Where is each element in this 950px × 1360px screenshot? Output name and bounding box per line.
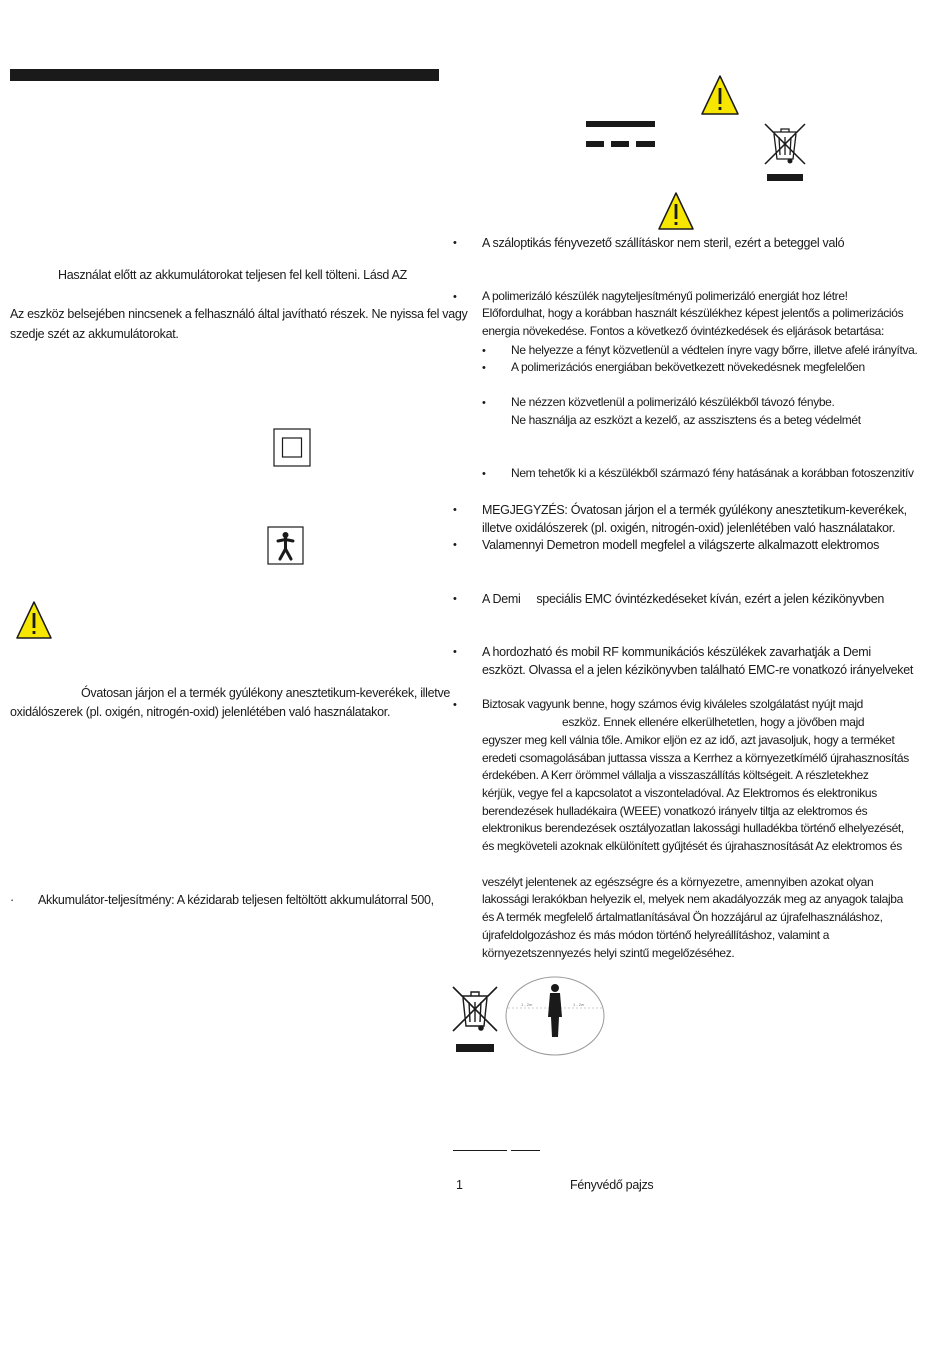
bullet-marker: • (453, 593, 457, 605)
disposal-line-7: berendezések hulladékaira (WEEE) vonatkozó irányelv tiltja az elektromos és (482, 804, 868, 818)
type-b-applied-part-icon (267, 526, 304, 565)
disposal-2-line-5: környezetszennyezés helyi szintű megelőzéséhez. (482, 946, 735, 960)
bullet-marker: • (453, 699, 457, 711)
direct-current-icon (586, 119, 656, 151)
battery-performance: Akkumulátor-teljesítmény: A kézidarab teljesen feltöltött akkumulátorral 500, (38, 893, 434, 907)
section-header-bar (10, 69, 439, 81)
disposal-line-3: egyszer meg kell válnia tőle. Amikor eljön ez az idő, azt javasoljuk, hogy a terméket (482, 733, 895, 747)
sub-energy: A polimerizációs energiában bekövetkezett növekedésnek megfelelően (511, 360, 865, 374)
footnote-rule (511, 1150, 540, 1151)
disposal-line-9: és megköveteli azoknak elkülönített gyűjtését és újrahasznosítását Az elektromos és (482, 839, 902, 853)
bullet-marker: • (453, 504, 457, 516)
anesthetic-warning-line-2: oxidálószerek (pl. oxigén, nitrogén-oxid) jelenlétében való használatakor. (10, 705, 391, 719)
sub-bullet-marker: • (482, 362, 486, 374)
polymerization-line-1: A polimerizáló készülék nagyteljesítményű polimerizáló energiát hoz létre! (482, 289, 848, 303)
charge-note: Használat előtt az akkumulátorokat teljesen fel kell tölteni. Lásd AZ (58, 268, 407, 282)
note-line-2: illetve oxidálószerek (pl. oxigén, nitrogén-oxid) jelenlétében való használatakor. (482, 521, 896, 535)
sub-no-look-line-2: Ne használja az eszközt a kezelő, az asszisztens és a beteg védelmét (511, 413, 861, 427)
battery-bullet: · (10, 893, 14, 907)
distance-safety-diagram (504, 975, 606, 1057)
sub-bullet-marker: • (482, 468, 486, 480)
disposal-line-2: eszköz. Ennek ellenére elkerülhetetlen, hogy a jövőben majd (562, 715, 865, 729)
weee-crossed-bin-icon (451, 985, 499, 1055)
note-line-1: MEGJEGYZÉS: Óvatosan járjon el a termék gyúlékony anesztetikum-keverékek, (482, 503, 907, 517)
class-ii-insulation-icon (273, 428, 311, 467)
warning-icon (657, 191, 695, 231)
footnote-rule (453, 1150, 507, 1151)
sub-bullet-marker: • (482, 345, 486, 357)
weee-crossed-bin-icon (763, 122, 807, 184)
polymerization-line-2: Előfordulhat, hogy a korábban használt készülékhez képest jelentős a polimerizációs (482, 306, 904, 320)
footnote-text: Fényvédő pajzs (570, 1178, 654, 1192)
footnote-number: 1 (456, 1178, 463, 1192)
sub-no-expose: Ne helyezze a fényt közvetlenül a védtelen ínyre vagy bőrre, illetve afelé irányítva. (511, 343, 918, 357)
sub-photosensitive: Nem tehetők ki a készülékből származó fény hatásának a korábban fotoszenzitív (511, 466, 914, 480)
emc-demi: A Demi speciális EMC óvintézkedéseket kíván, ezért a jelen kézikönyvben (482, 592, 885, 606)
bullet-marker: • (453, 539, 457, 551)
sub-no-look-line-1: Ne nézzen közvetlenül a polimerizáló készülékből távozó fénybe. (511, 395, 835, 409)
rf-devices-line-1: A hordozható és mobil RF kommunikációs készülékek zavarhatják a Demi (482, 645, 871, 659)
disposal-2-line-3: és A termék megfelelő ártalmatlanításával Ön hozzájárul az újrafelhasználáshoz, (482, 910, 883, 924)
bullet-marker: • (453, 646, 457, 658)
disposal-line-8: elektronikus berendezések osztályozatlan lakossági hulladékba történő elhelyezését, (482, 821, 904, 835)
warning-icon (700, 74, 740, 116)
bullet-marker: • (453, 237, 457, 249)
no-user-parts-line-1: Az eszköz belsejében nincsenek a felhasználó által javítható részek. Ne nyissa fel vagy (10, 307, 468, 321)
disposal-2-line-1: veszélyt jelentenek az egészségre és a környezetre, amennyiben azokat olyan (482, 875, 874, 889)
distance-label-right: 1 - 2m (573, 1002, 585, 1007)
no-user-parts-line-2: szedje szét az akkumulátorokat. (10, 327, 179, 341)
distance-label-left: 1 - 2m (521, 1002, 533, 1007)
sub-bullet-marker: • (482, 397, 486, 409)
demetron-models: Valamennyi Demetron modell megfelel a világszerte alkalmazott elektromos (482, 538, 880, 552)
warning-icon (15, 600, 53, 640)
disposal-line-4: eredeti csomagolásában juttassa vissza a Kerrhez a környezetkímélő újrahasznosítás (482, 751, 909, 765)
polymerization-line-3: energia növekedése. Fontos a következő óvintézkedések és eljárások betartása: (482, 324, 884, 338)
disposal-line-5: érdekében. A Kerr örömmel vállalja a visszaszállítás költségeit. A részletekhez (482, 768, 869, 782)
disposal-line-1: Biztosak vagyunk benne, hogy számos évig kiváleles szolgálatást nyújt majd (482, 697, 863, 711)
disposal-2-line-2: lakossági lerakókban helyezik el, melyek nem akadályozzák meg az anyagok talajba (482, 892, 903, 906)
rf-devices-line-2: eszközt. Olvassa el a jelen kézikönyvben található EMC-re vonatkozó irányelveket (482, 663, 914, 677)
disposal-2-line-4: újrafeldolgozáshoz és más módon történő helyreállításhoz, valamint a (482, 928, 830, 942)
fiber-optic-note: A száloptikás fényvezető szállításkor nem steril, ezért a beteggel való (482, 236, 845, 250)
disposal-line-6: kérjük, vegye fel a kapcsolatot a viszonteladóval. Az Elektromos és elektronikus (482, 786, 877, 800)
anesthetic-warning-line-1: Óvatosan járjon el a termék gyúlékony anesztetikum-keverékek, illetve (81, 686, 451, 700)
bullet-marker: • (453, 291, 457, 303)
